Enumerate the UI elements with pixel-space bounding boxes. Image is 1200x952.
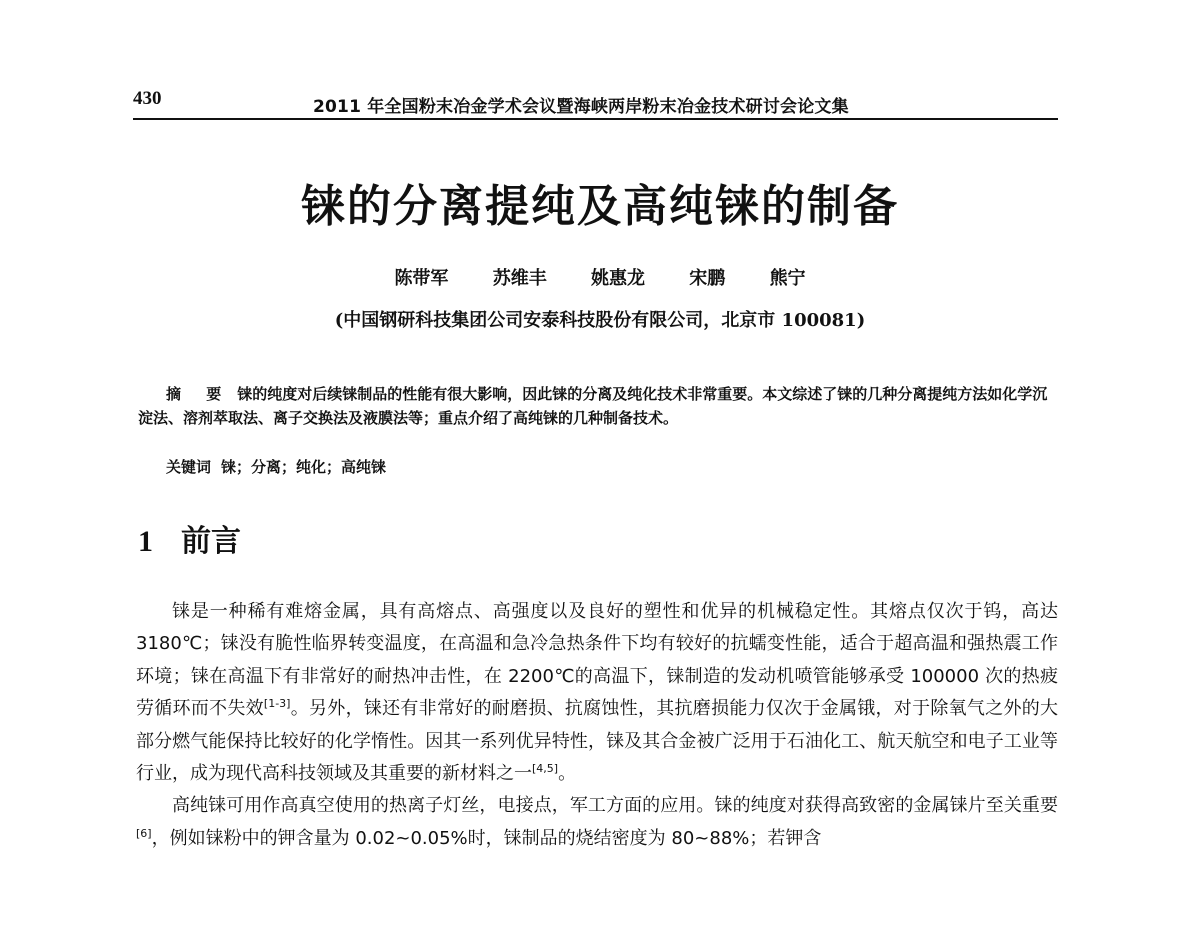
keywords-text: 铼；分离；纯化；高纯铼 [221,458,387,476]
page-number: 430 [133,88,162,109]
section-number: 1 [138,525,153,558]
author-name: 宋鹏 [689,268,726,289]
running-title: 2011 年全国粉末冶金学术会议暨海峡两岸粉末冶金技术研讨会论文集 [313,97,849,117]
citation: [6] [136,826,152,840]
abstract-label: 摘 要 [166,385,232,403]
author-name: 姚惠龙 [591,268,645,289]
section-heading [138,516,241,560]
paper-title: 铼的分离提纯及高纯铼的制备 [301,181,899,232]
affiliation: (中国钢研科技集团公司安泰科技股份有限公司，北京市 100081) [334,310,866,331]
paragraph-text: 铼是一种稀有难熔金属，具有高熔点、高强度以及良好的塑性和优异的机械稳定性。其熔点仅次于钨，高达 3180℃；铼没有脆性临界转变温度，在高温和急冷急热条件下均有较好的抗蠕变性能，适合于超高温和强热震工作环境；铼在高温下有非常好的耐热冲击性，在 2200℃的高温下，铼制造的发动机喷管能够承受 100000 次的热疲劳循环而不失效 [136,601,1058,720]
abstract-text: 铼的纯度对后续铼制品的性能有很大影响，因此铼的分离及纯化技术非常重要。本文综述了铼的几种分离提纯方法如化学沉淀法、溶剂萃取法、离子交换法及液膜法等；重点介绍了高纯铼的几种制备技术。 [138,385,1048,427]
section-title: 前言 [181,524,241,559]
paragraph-text: 。另外，铼还有非常好的耐磨损、抗腐蚀性，其抗磨损能力仅次于金属锇，对于除氧气之外的大部分燃气能保持比较好的化学惰性。因其一系列优异特性，铼及其合金被广泛用于石油化工、航天航空和电子工业等行业，成为现代高科技领域及其重要的新材料之一 [136,698,1058,785]
page-header [133,88,1058,120]
paragraph [136,596,1058,790]
keywords [166,456,386,477]
citation: [1-3] [263,697,291,711]
paragraph [136,790,1058,855]
paragraph-text: 。 [558,763,577,785]
keywords-label: 关键词 [166,458,212,476]
paragraph-text: ，例如铼粉中的钾含量为 0.02~0.05%时，铼制品的烧结密度为 80~88%；若钾含 [151,827,822,849]
author-name: 陈带军 [394,268,449,289]
author-name: 苏维丰 [492,268,547,289]
author-name: 熊宁 [769,268,806,289]
abstract [138,382,1058,430]
author-list [0,264,1200,290]
paragraph-text: 高纯铼可用作高真空使用的热离子灯丝，电接点，军工方面的应用。铼的纯度对获得高致密的金属铼片至关重要 [172,795,1058,817]
body-text [136,596,1058,855]
citation: [4,5] [532,762,559,776]
